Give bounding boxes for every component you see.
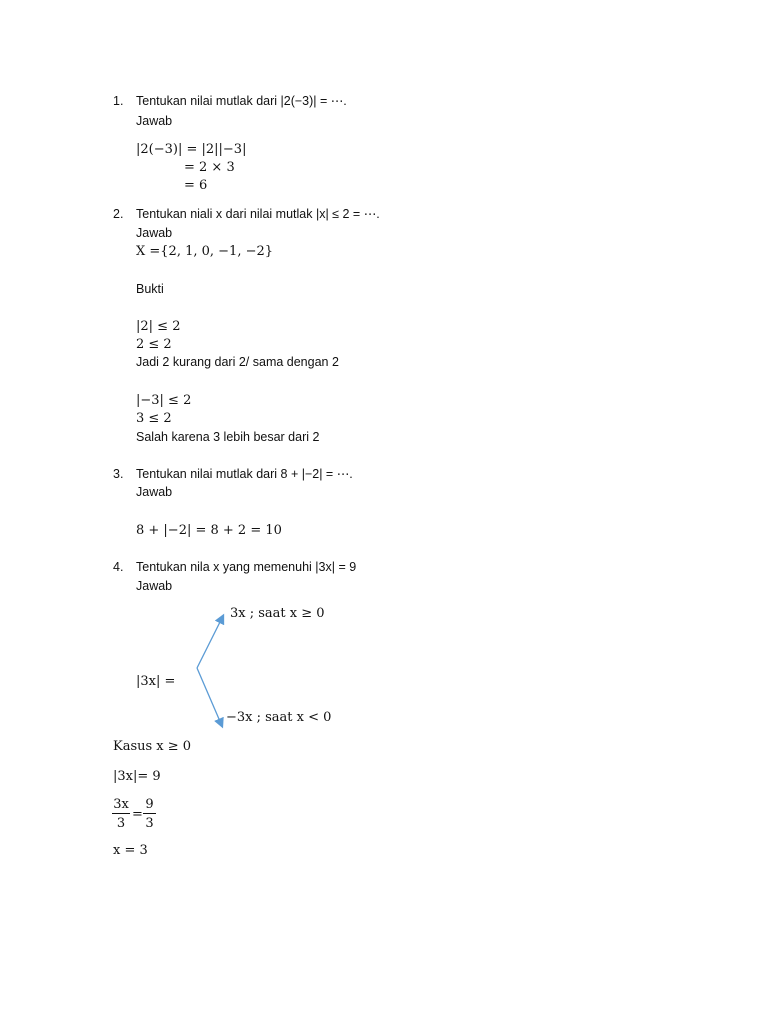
q3-number: 3. — [113, 467, 124, 481]
q1-line3: = 6 — [184, 178, 208, 193]
q2-question: Tentukan niali x dari nilai mutlak |x| ≤ 2 = ⋯. — [136, 207, 380, 221]
fraction-left-numerator: 3x — [113, 797, 129, 812]
fraction-right-denominator: 3 — [145, 816, 154, 831]
fraction-left-denominator: 3 — [116, 816, 126, 831]
q2-answer: X ={2, 1, 0, −1, −2} — [136, 244, 274, 259]
q4-branch-top: 3x ; saat x ≥ 0 — [230, 606, 325, 621]
q4-fraction-equals: = — [132, 807, 143, 822]
q2-proof-line3: Jadi 2 kurang dari 2/ sama dengan 2 — [136, 355, 339, 369]
q4-question: Tentukan nila x yang memenuhi |3x| = 9 — [136, 560, 357, 574]
q2-proof-line1: |2| ≤ 2 — [136, 319, 181, 334]
q2-proof-line4: |−3| ≤ 2 — [136, 393, 192, 408]
q4-fraction-right — [143, 797, 156, 831]
q1-jawab: Jawab — [136, 114, 173, 128]
q3-question: Tentukan nilai mutlak dari 8 + |−2| = ⋯. — [136, 467, 353, 481]
q4-branch-left: |3x| = — [136, 674, 176, 689]
q4-jawab: Jawab — [136, 579, 173, 593]
q4-kasus: Kasus x ≥ 0 — [113, 739, 192, 754]
q4-branch-bottom: −3x ; saat x < 0 — [226, 710, 332, 725]
fraction-right-bar — [143, 813, 156, 814]
branch-arrow-down — [197, 668, 222, 726]
q2-jawab: Jawab — [136, 226, 173, 240]
q1-line2: = 2 × 3 — [184, 160, 235, 175]
q4-number: 4. — [113, 560, 124, 574]
fraction-right-numerator: 9 — [145, 797, 154, 812]
q3-line1: 8 + |−2| = 8 + 2 = 10 — [136, 523, 282, 538]
q2-proof-line2: 2 ≤ 2 — [136, 337, 172, 352]
q3-jawab: Jawab — [136, 485, 173, 499]
q1-number: 1. — [113, 94, 124, 108]
q4-result: x = 3 — [113, 843, 148, 858]
fraction-left-bar — [112, 813, 130, 814]
q2-proof-line5: 3 ≤ 2 — [136, 411, 172, 426]
q4-eq1: |3x|= 9 — [113, 769, 161, 784]
q1-line1: |2(−3)| = |2||−3| — [136, 142, 247, 157]
branch-arrow-up — [197, 616, 223, 668]
q1-question: Tentukan nilai mutlak dari |2(−3)| = ⋯. — [136, 94, 347, 108]
q2-bukti: Bukti — [136, 282, 164, 296]
q4-fraction-left — [112, 797, 130, 831]
q2-proof-line6: Salah karena 3 lebih besar dari 2 — [136, 430, 320, 444]
q2-number: 2. — [113, 207, 124, 221]
